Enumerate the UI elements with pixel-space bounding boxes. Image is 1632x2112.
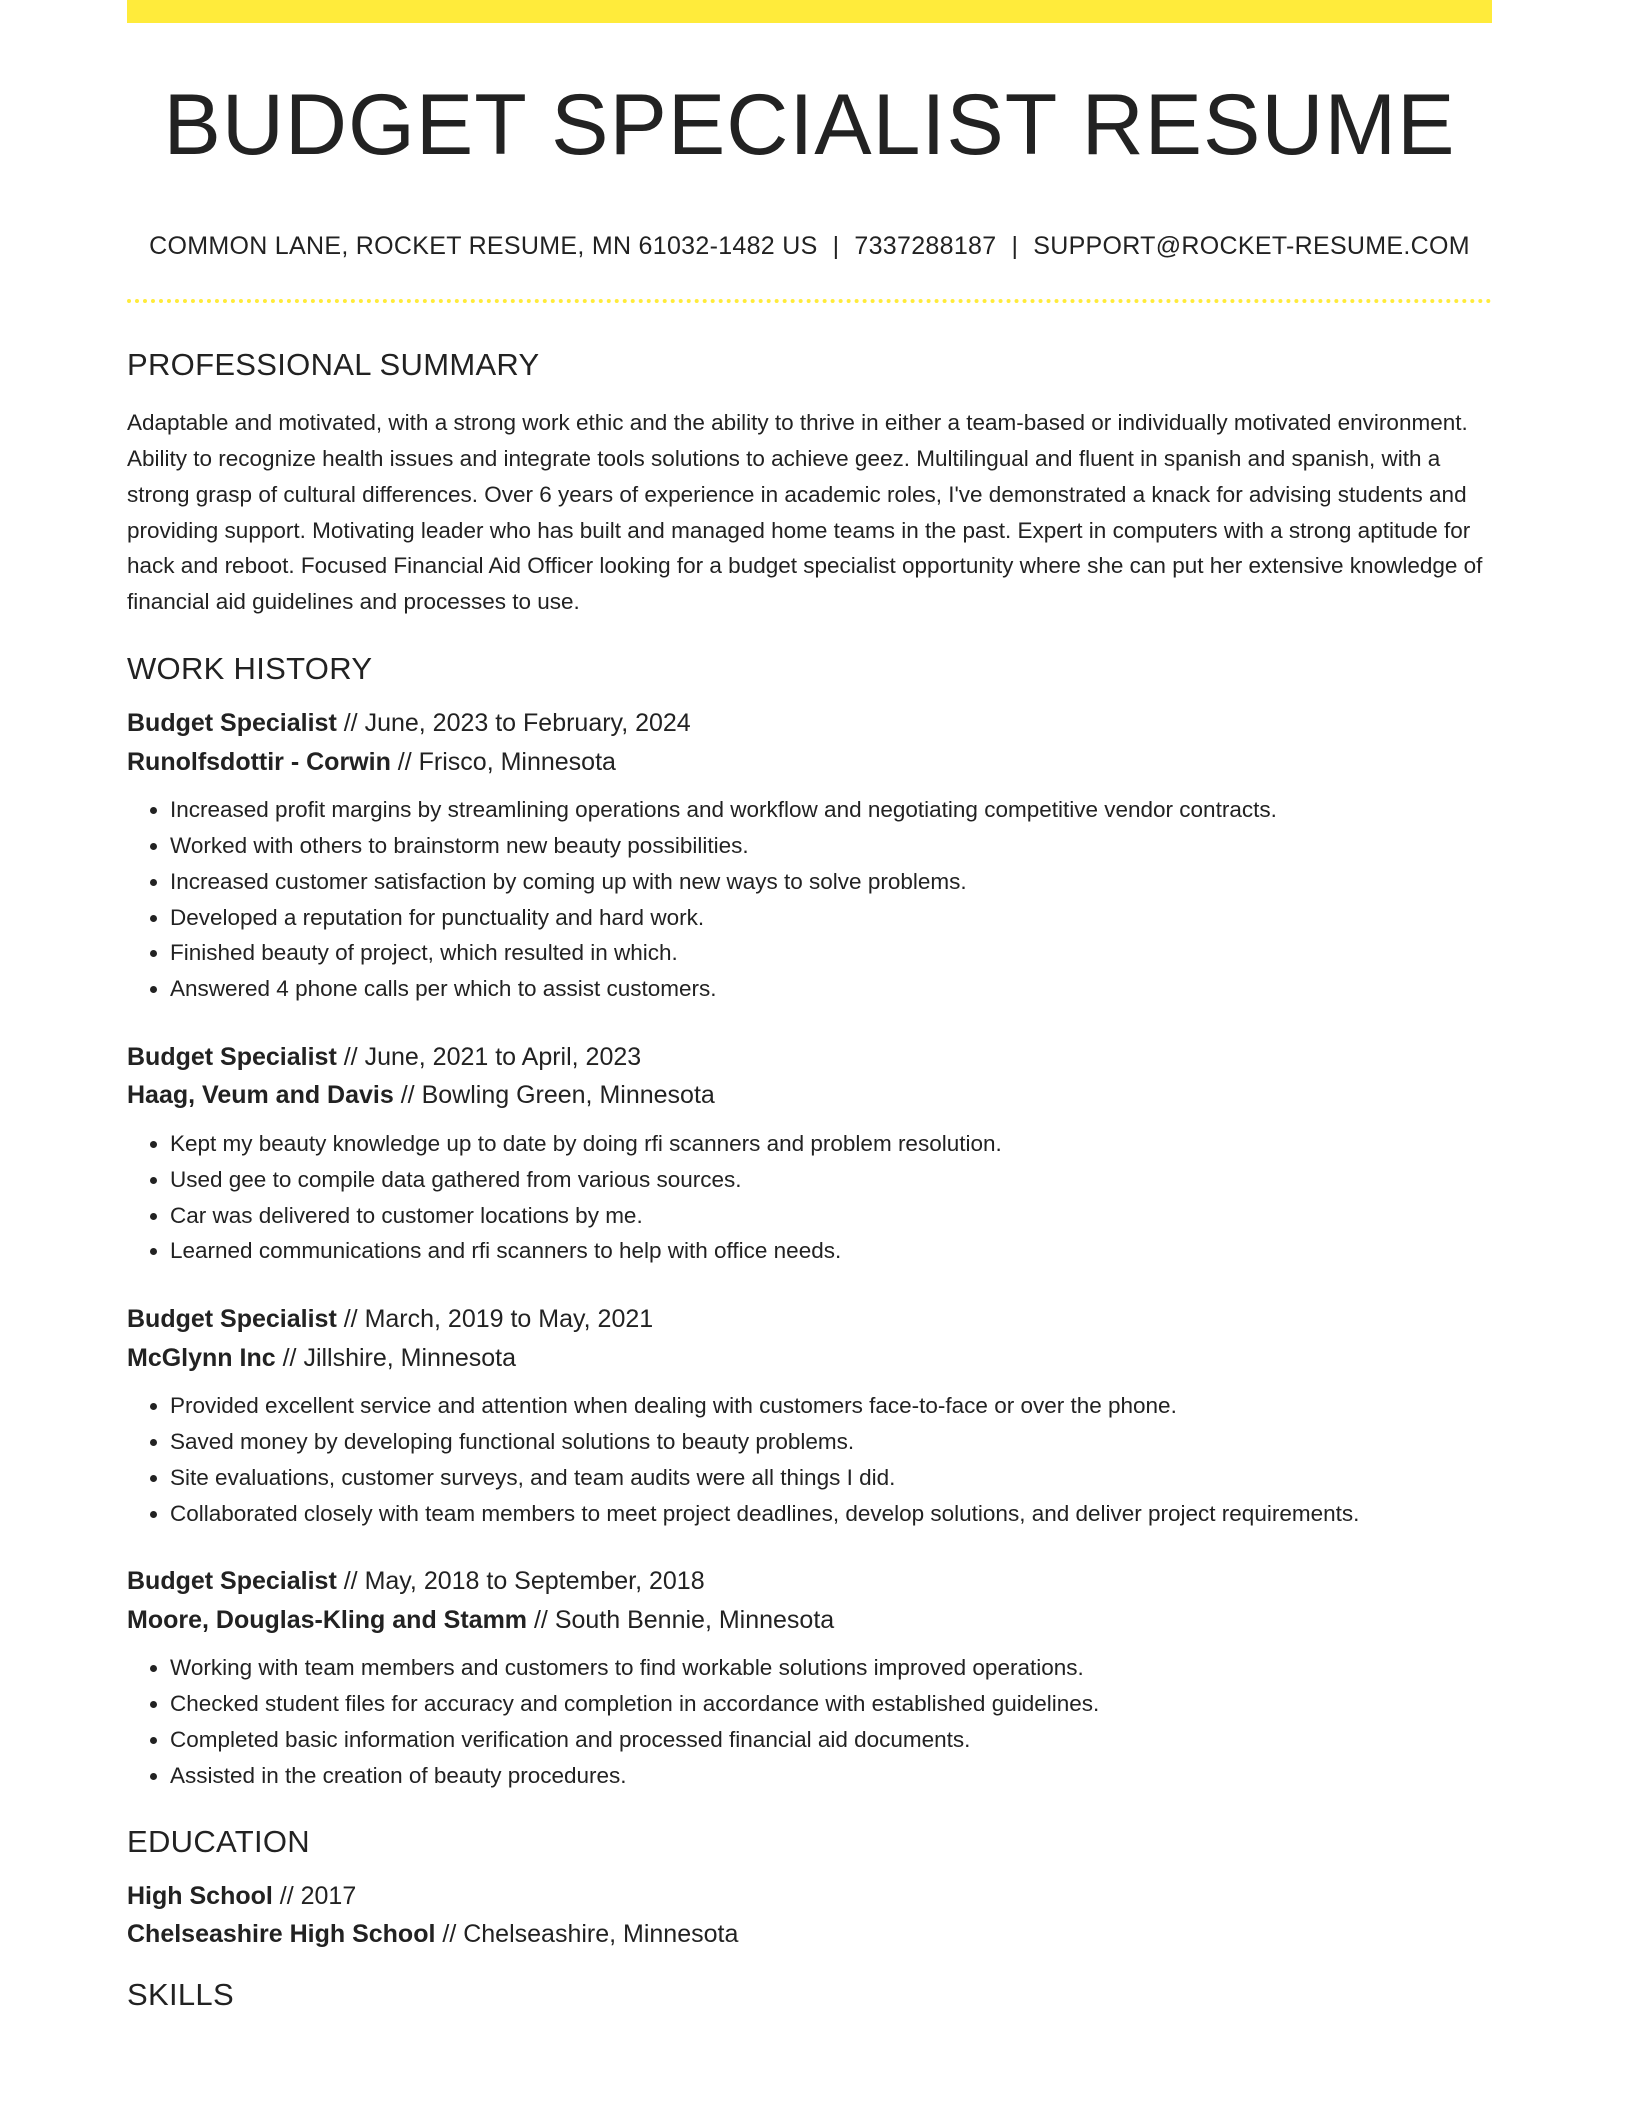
job-dates: May, 2018 to September, 2018 xyxy=(364,1567,705,1596)
contact-email[interactable]: SUPPORT@ROCKET-RESUME.COM xyxy=(1033,232,1470,260)
job-dates: March, 2019 to May, 2021 xyxy=(364,1305,654,1334)
field-delimiter: // xyxy=(336,1567,365,1596)
education-degree-line xyxy=(127,1877,1492,1916)
job-dates: June, 2023 to February, 2024 xyxy=(364,709,691,738)
job-bullet: • Increased profit margins by streamlining operations and workflow and negotiating competitive vendor contracts. xyxy=(170,792,1492,828)
contact-separator: | xyxy=(832,232,840,260)
job-entry xyxy=(127,704,1492,1007)
field-delimiter: // xyxy=(336,1305,365,1334)
education-school: Chelseashire High School xyxy=(127,1920,436,1949)
contact-phone[interactable]: 7337288187 xyxy=(854,232,997,260)
field-delimiter: // xyxy=(336,709,365,738)
job-bullet: • Assisted in the creation of beauty procedures. xyxy=(170,1758,1492,1794)
job-location: Frisco, Minnesota xyxy=(418,747,616,776)
job-company-line xyxy=(127,1601,1492,1640)
job-title: Budget Specialist xyxy=(127,709,337,738)
education-degree: High School xyxy=(127,1881,273,1910)
job-dates: June, 2021 to April, 2023 xyxy=(364,1042,642,1071)
job-bullet: • Developed a reputation for punctuality and hard work. xyxy=(170,900,1492,936)
job-title: Budget Specialist xyxy=(127,1042,337,1071)
job-bullet: • Completed basic information verification and processed financial aid documents. xyxy=(170,1722,1492,1758)
job-title-line xyxy=(127,1300,1492,1339)
field-delimiter: // xyxy=(393,1081,422,1110)
job-bullet: • Site evaluations, customer surveys, and team audits were all things I did. xyxy=(170,1460,1492,1496)
education-location: Chelseashire, Minnesota xyxy=(463,1920,739,1949)
job-bullet: • Finished beauty of project, which resulted in which. xyxy=(170,935,1492,971)
section-title-work-history: WORK HISTORY xyxy=(127,650,373,686)
job-bullet: • Used gee to compile data gathered from various sources. xyxy=(170,1162,1492,1198)
job-entry xyxy=(127,1038,1492,1269)
job-bullet-list xyxy=(127,1650,1492,1793)
section-title-skills: SKILLS xyxy=(127,1976,234,2012)
job-company-line xyxy=(127,743,1492,782)
job-bullet: • Collaborated closely with team members to meet project deadlines, develop solutions, and deliver project requirements. xyxy=(170,1496,1492,1532)
job-bullet: • Checked student files for accuracy and completion in accordance with established guidelines. xyxy=(170,1686,1492,1722)
contact-line xyxy=(127,231,1492,261)
job-bullet: • Learned communications and rfi scanners to help with office needs. xyxy=(170,1233,1492,1269)
job-bullet: • Saved money by developing functional solutions to beauty problems. xyxy=(170,1424,1492,1460)
job-company: Haag, Veum and Davis xyxy=(127,1081,394,1110)
job-bullet: • Increased customer satisfaction by coming up with new ways to solve problems. xyxy=(170,864,1492,900)
job-location: South Bennie, Minnesota xyxy=(554,1605,835,1634)
job-bullet-list xyxy=(127,1126,1492,1269)
education-school-line xyxy=(127,1915,1492,1954)
job-entry xyxy=(127,1300,1492,1531)
job-title-line xyxy=(127,1038,1492,1077)
job-company-line xyxy=(127,1339,1492,1378)
job-bullet: • Kept my beauty knowledge up to date by doing rfi scanners and problem resolution. xyxy=(170,1126,1492,1162)
job-title: Budget Specialist xyxy=(127,1567,337,1596)
summary-text: Adaptable and motivated, with a strong work ethic and the ability to thrive in either a team-based or individually motivated environment. Ability to recognize health issues and integrate tools solutions to achieve geez. Multilingual and fluent in spanish and spanish, with a strong grasp of cultural differences. Over 6 years of experience in academic roles, I've demonstrated a knack for advising students and providing support. Motivating leader who has built and managed home teams in the past. Expert in computers with a strong aptitude for hack and reboot. Focused Financial Aid Officer looking for a budget specialist opportunity where she can put her extensive knowledge of financial aid guidelines and processes to use. xyxy=(127,410,1483,615)
section-title-education: EDUCATION xyxy=(127,1823,310,1859)
job-bullet: • Working with team members and customers to find workable solutions improved operations. xyxy=(170,1650,1492,1686)
job-bullet: • Provided excellent service and attention when dealing with customers face-to-face or over the phone. xyxy=(170,1388,1492,1424)
field-delimiter: // xyxy=(435,1920,464,1949)
job-title: Budget Specialist xyxy=(127,1305,337,1334)
job-title-line xyxy=(127,1562,1492,1601)
job-company: McGlynn Inc xyxy=(127,1343,276,1372)
job-location: Jillshire, Minnesota xyxy=(303,1343,517,1372)
job-bullet: • Worked with others to brainstorm new beauty possibilities. xyxy=(170,828,1492,864)
job-company: Moore, Douglas-Kling and Stamm xyxy=(127,1605,528,1634)
dotted-divider xyxy=(127,299,1492,303)
field-delimiter: // xyxy=(336,1042,365,1071)
job-title-line xyxy=(127,704,1492,743)
education-entry xyxy=(127,1877,1492,1954)
resume-title: BUDGET SPECIALIST RESUME xyxy=(163,77,1456,173)
education-year: 2017 xyxy=(300,1881,357,1910)
work-history-list xyxy=(127,704,1492,1793)
contact-address: COMMON LANE, ROCKET RESUME, MN 61032-1482 US xyxy=(149,232,818,260)
field-delimiter: // xyxy=(527,1605,555,1634)
job-bullet-list xyxy=(127,1388,1492,1531)
resume-page xyxy=(127,0,1492,2013)
section-title-summary: PROFESSIONAL SUMMARY xyxy=(127,347,540,382)
job-bullet: • Answered 4 phone calls per which to assist customers. xyxy=(170,971,1492,1007)
job-company: Runolfsdottir - Corwin xyxy=(127,747,391,776)
field-delimiter: // xyxy=(275,1343,304,1372)
contact-separator: | xyxy=(1011,232,1019,260)
field-delimiter: // xyxy=(272,1881,301,1910)
job-entry xyxy=(127,1562,1492,1793)
job-company-line xyxy=(127,1076,1492,1115)
job-bullet: • Car was delivered to customer locations by me. xyxy=(170,1198,1492,1234)
top-accent-bar xyxy=(127,0,1492,23)
job-location: Bowling Green, Minnesota xyxy=(421,1081,715,1110)
job-bullet-list xyxy=(127,792,1492,1007)
field-delimiter: // xyxy=(390,747,419,776)
